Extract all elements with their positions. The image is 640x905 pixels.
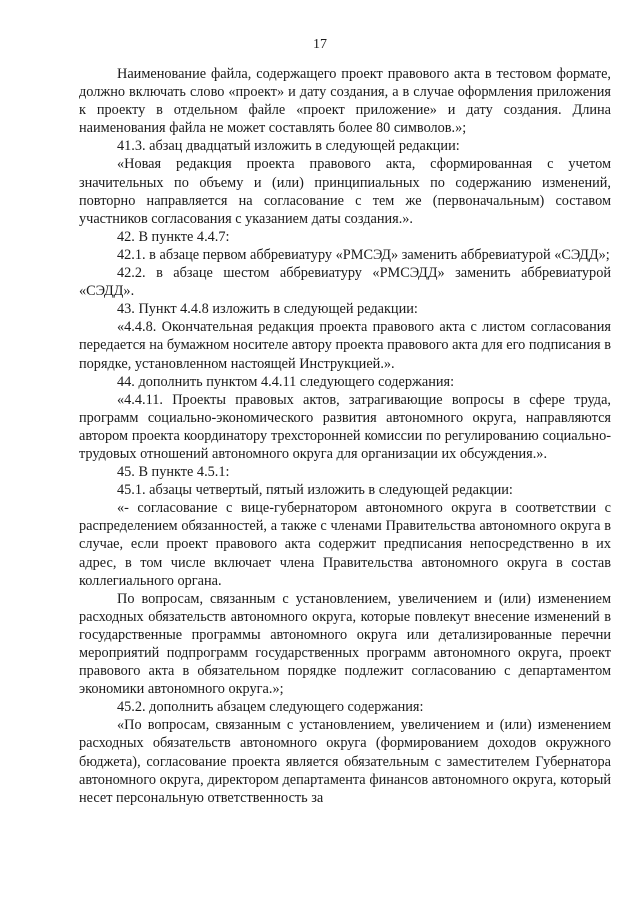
paragraph: «4.4.11. Проекты правовых актов, затрагивающие вопросы в сфере труда, программ социально-экономического развития автономного округа, направляются автором проекта координатору трехсторонней комиссии по регулированию социально-трудовых отношений автономного округа для организации их обсуждения.». <box>79 391 611 462</box>
paragraph: Наименование файла, содержащего проект правового акта в тестовом формате, должно включать слово «проект» и дату создания, а в случае оформления приложения к проекту в отдельном файле «проект приложение» и дату создания. Длина наименования файла не может составлять более 80 символов.»; <box>79 66 611 137</box>
paragraph: 45.2. дополнить абзацем следующего содержания: <box>117 699 424 716</box>
paragraph: «По вопросам, связанным с установлением, увеличением и (или) изменением расходных обязательств автономного округа (формированием доходов окружного бюджета), согласование проекта является обязательным с заместителем Губернатора автономного округа, директором департамента финансов автономного округа, который несет персональную ответственность за <box>79 717 611 806</box>
paragraph: По вопросам, связанным с установлением, увеличением и (или) изменением расходных обязательств автономного округа, которые повлекут внесение изменений в государственные программы автономного округа или детализированные перечни мероприятий подпрограмм государственных программ автономного округа, проект правового акта в обязательном порядке подлежит согласованию с департаментом экономики автономного округа.»; <box>79 590 611 698</box>
paragraph: 44. дополнить пунктом 4.4.11 следующего содержания: <box>117 373 455 390</box>
paragraph: «Новая редакция проекта правового акта, сформированная с учетом значительных по объему и (или) принципиальных по содержанию изменений, повторно направляется на согласование с тем же (первоначальным) составом участников согласования с указанием даты создания.». <box>79 156 611 227</box>
paragraph: 42.1. в абзаце первом аббревиатуру «РМСЭД» заменить аббревиатурой «СЭДД»; <box>117 246 610 263</box>
paragraph: «- согласование с вице-губернатором автономного округа в соответствии с распределением обязанностей, а также с членами Правительства автономного округа в случае, если проект правового акта содержит предписания непосредственно в их адрес, в том числе включает члена Правительства автономного округа в состав коллегиального органа. <box>79 500 611 589</box>
page-number: 17 <box>313 37 327 52</box>
paragraph: 42. В пункте 4.4.7: <box>117 228 230 245</box>
document-body <box>79 65 611 807</box>
paragraph: 41.3. абзац двадцатый изложить в следующей редакции: <box>117 138 460 155</box>
paragraph: 43. Пункт 4.4.8 изложить в следующей редакции: <box>117 301 418 318</box>
paragraph: 45. В пункте 4.5.1: <box>117 464 230 481</box>
paragraph: «4.4.8. Окончательная редакция проекта правового акта с листом согласования передается на бумажном носителе автору проекта правового акта для его подписания в порядке, установленном настоящей Инструкцией.». <box>79 319 611 372</box>
paragraph: 42.2. в абзаце шестом аббревиатуру «РМСЭДД» заменить аббревиатурой «СЭДД». <box>79 265 611 300</box>
paragraph: 45.1. абзацы четвертый, пятый изложить в следующей редакции: <box>117 482 513 499</box>
